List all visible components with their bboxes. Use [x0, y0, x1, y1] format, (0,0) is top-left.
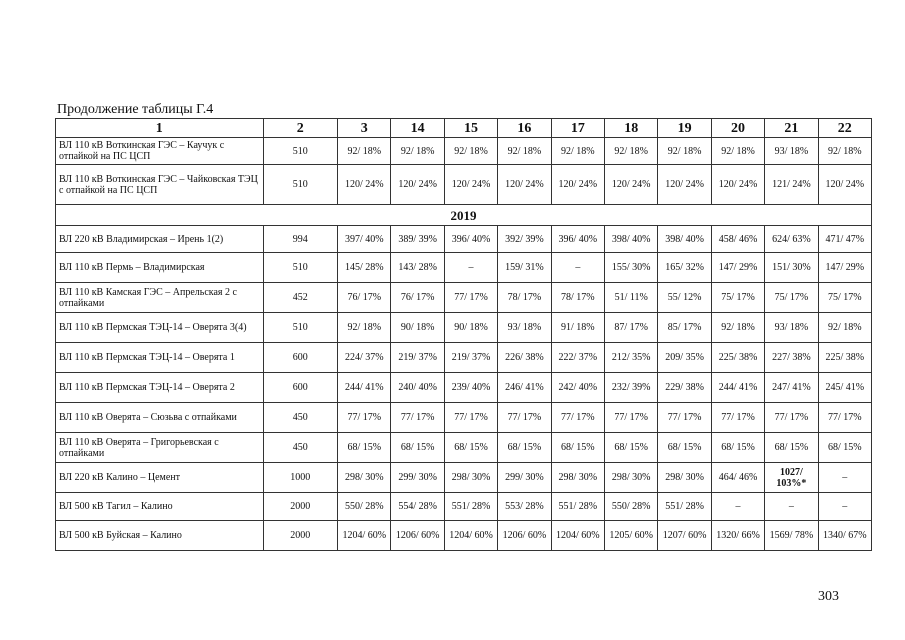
table-row: [56, 433, 872, 463]
value-cell: 145/ 28%: [338, 253, 391, 283]
value-cell: 551/ 28%: [444, 493, 497, 521]
value-cell: –: [711, 493, 764, 521]
value-cell: 298/ 30%: [605, 463, 658, 493]
value-cell: 143/ 28%: [391, 253, 444, 283]
table-row: [56, 463, 872, 493]
column-header: 16: [498, 119, 551, 138]
value-cell: 55/ 12%: [658, 283, 711, 313]
value-cell: 68/ 15%: [498, 433, 551, 463]
value-cell: 458/ 46%: [711, 226, 764, 253]
value-cell: 396/ 40%: [444, 226, 497, 253]
value-cell: 299/ 30%: [391, 463, 444, 493]
value-cell: 93/ 18%: [765, 313, 818, 343]
value-cell: 77/ 17%: [605, 403, 658, 433]
value-cell: 1204/ 60%: [444, 521, 497, 551]
value-cell: 389/ 39%: [391, 226, 444, 253]
value-cell: 471/ 47%: [818, 226, 871, 253]
table-row: [56, 493, 872, 521]
value-cell: 77/ 17%: [391, 403, 444, 433]
value-cell: 90/ 18%: [444, 313, 497, 343]
value-cell: 244/ 41%: [711, 373, 764, 403]
value-cell: 75/ 17%: [765, 283, 818, 313]
value-cell: 550/ 28%: [605, 493, 658, 521]
value-cell: 120/ 24%: [444, 165, 497, 205]
line-name-cell: ВЛ 110 кВ Воткинская ГЭС – Чайковская ТЭЦ с отпайкой на ПС ЦСП: [56, 165, 264, 205]
value-cell: 209/ 35%: [658, 343, 711, 373]
value-cell: 1206/ 60%: [498, 521, 551, 551]
value-cell: 298/ 30%: [551, 463, 604, 493]
value-cell: 212/ 35%: [605, 343, 658, 373]
value-cell: 245/ 41%: [818, 373, 871, 403]
value-cell: 120/ 24%: [658, 165, 711, 205]
line-name-cell: ВЛ 220 кВ Калино – Цемент: [56, 463, 264, 493]
value-cell: 91/ 18%: [551, 313, 604, 343]
line-name-cell: ВЛ 110 кВ Камская ГЭС – Апрельская 2 с отпайками: [56, 283, 264, 313]
header-row: [56, 119, 872, 138]
table-row: [56, 521, 872, 551]
value-cell: –: [818, 493, 871, 521]
value-cell: 77/ 17%: [658, 403, 711, 433]
value-cell: 92/ 18%: [338, 138, 391, 165]
table-row: [56, 343, 872, 373]
value-cell: 76/ 17%: [338, 283, 391, 313]
page-number: 303: [818, 589, 839, 604]
table-row: [56, 373, 872, 403]
value-cell: 120/ 24%: [711, 165, 764, 205]
value-cell: 90/ 18%: [391, 313, 444, 343]
value-cell: 92/ 18%: [391, 138, 444, 165]
column-header: 22: [818, 119, 871, 138]
value-cell: 299/ 30%: [498, 463, 551, 493]
value-cell: 92/ 18%: [711, 138, 764, 165]
value-cell: 244/ 41%: [338, 373, 391, 403]
value-cell: 397/ 40%: [338, 226, 391, 253]
value-cell: 68/ 15%: [711, 433, 764, 463]
value-cell: 225/ 38%: [818, 343, 871, 373]
table-row: [56, 165, 872, 205]
value-cell: 219/ 37%: [391, 343, 444, 373]
value-cell: 92/ 18%: [658, 138, 711, 165]
value-cell: 1205/ 60%: [605, 521, 658, 551]
value-cell: 159/ 31%: [498, 253, 551, 283]
table-row: [56, 253, 872, 283]
value-cell: 1204/ 60%: [338, 521, 391, 551]
value-cell: 121/ 24%: [765, 165, 818, 205]
value-cell: 219/ 37%: [444, 343, 497, 373]
value-cell: 68/ 15%: [551, 433, 604, 463]
value-cell: 398/ 40%: [658, 226, 711, 253]
value-cell: 246/ 41%: [498, 373, 551, 403]
value-cell: 93/ 18%: [498, 313, 551, 343]
limit-cell: 450: [263, 433, 338, 463]
value-cell: 232/ 39%: [605, 373, 658, 403]
limit-cell: 600: [263, 373, 338, 403]
value-cell: 92/ 18%: [498, 138, 551, 165]
value-cell: 51/ 11%: [605, 283, 658, 313]
value-cell: 68/ 15%: [391, 433, 444, 463]
column-header: 14: [391, 119, 444, 138]
value-cell: 396/ 40%: [551, 226, 604, 253]
value-cell: 92/ 18%: [711, 313, 764, 343]
limit-cell: 452: [263, 283, 338, 313]
line-name-cell: ВЛ 110 кВ Пермь – Владимирская: [56, 253, 264, 283]
value-cell: 247/ 41%: [765, 373, 818, 403]
value-cell: 239/ 40%: [444, 373, 497, 403]
value-cell: 77/ 17%: [818, 403, 871, 433]
value-cell: 68/ 15%: [444, 433, 497, 463]
limit-cell: 510: [263, 165, 338, 205]
column-header: 17: [551, 119, 604, 138]
value-cell: 78/ 17%: [551, 283, 604, 313]
value-cell: 120/ 24%: [498, 165, 551, 205]
value-cell: –: [551, 253, 604, 283]
table-row: [56, 403, 872, 433]
limit-cell: 510: [263, 138, 338, 165]
value-cell: 1027/ 103%*: [765, 463, 818, 493]
line-name-cell: ВЛ 110 кВ Пермская ТЭЦ-14 – Оверята 2: [56, 373, 264, 403]
value-cell: 222/ 37%: [551, 343, 604, 373]
value-cell: 155/ 30%: [605, 253, 658, 283]
value-cell: 92/ 18%: [338, 313, 391, 343]
value-cell: 224/ 37%: [338, 343, 391, 373]
limit-cell: 510: [263, 313, 338, 343]
column-header: 1: [56, 119, 264, 138]
value-cell: 68/ 15%: [338, 433, 391, 463]
value-cell: 240/ 40%: [391, 373, 444, 403]
value-cell: 398/ 40%: [605, 226, 658, 253]
value-cell: 77/ 17%: [338, 403, 391, 433]
value-cell: 226/ 38%: [498, 343, 551, 373]
value-cell: 68/ 15%: [605, 433, 658, 463]
limit-cell: 2000: [263, 521, 338, 551]
value-cell: 93/ 18%: [765, 138, 818, 165]
value-cell: 75/ 17%: [711, 283, 764, 313]
value-cell: –: [765, 493, 818, 521]
table-row: [56, 138, 872, 165]
value-cell: 151/ 30%: [765, 253, 818, 283]
value-cell: 1569/ 78%: [765, 521, 818, 551]
value-cell: 77/ 17%: [498, 403, 551, 433]
value-cell: 553/ 28%: [498, 493, 551, 521]
value-cell: 229/ 38%: [658, 373, 711, 403]
value-cell: 120/ 24%: [818, 165, 871, 205]
value-cell: 242/ 40%: [551, 373, 604, 403]
value-cell: 1206/ 60%: [391, 521, 444, 551]
value-cell: 77/ 17%: [444, 403, 497, 433]
column-header: 2: [263, 119, 338, 138]
value-cell: 147/ 29%: [818, 253, 871, 283]
table-row: [56, 283, 872, 313]
line-name-cell: ВЛ 220 кВ Владимирская – Ирень 1(2): [56, 226, 264, 253]
column-header: 18: [605, 119, 658, 138]
value-cell: 554/ 28%: [391, 493, 444, 521]
line-name-cell: ВЛ 110 кВ Пермская ТЭЦ-14 – Оверята 1: [56, 343, 264, 373]
value-cell: 227/ 38%: [765, 343, 818, 373]
value-cell: 77/ 17%: [711, 403, 764, 433]
year-label: 2019: [56, 205, 872, 226]
column-header: 20: [711, 119, 764, 138]
limit-cell: 600: [263, 343, 338, 373]
value-cell: 87/ 17%: [605, 313, 658, 343]
line-name-cell: ВЛ 500 кВ Тагил – Калино: [56, 493, 264, 521]
value-cell: 75/ 17%: [818, 283, 871, 313]
line-name-cell: ВЛ 500 кВ Буйская – Калино: [56, 521, 264, 551]
table-row: [56, 226, 872, 253]
limit-cell: 1000: [263, 463, 338, 493]
value-cell: 92/ 18%: [605, 138, 658, 165]
column-header: 21: [765, 119, 818, 138]
value-cell: 92/ 18%: [818, 313, 871, 343]
value-cell: 1320/ 66%: [711, 521, 764, 551]
value-cell: 551/ 28%: [551, 493, 604, 521]
value-cell: 1204/ 60%: [551, 521, 604, 551]
value-cell: 298/ 30%: [338, 463, 391, 493]
value-cell: 85/ 17%: [658, 313, 711, 343]
value-cell: 92/ 18%: [818, 138, 871, 165]
table-caption: Продолжение таблицы Г.4: [57, 102, 214, 117]
value-cell: 165/ 32%: [658, 253, 711, 283]
value-cell: 550/ 28%: [338, 493, 391, 521]
value-cell: 78/ 17%: [498, 283, 551, 313]
value-cell: 1207/ 60%: [658, 521, 711, 551]
value-cell: 298/ 30%: [444, 463, 497, 493]
column-header: 19: [658, 119, 711, 138]
value-cell: 225/ 38%: [711, 343, 764, 373]
limit-cell: 994: [263, 226, 338, 253]
value-cell: 120/ 24%: [605, 165, 658, 205]
value-cell: 77/ 17%: [444, 283, 497, 313]
value-cell: 464/ 46%: [711, 463, 764, 493]
line-name-cell: ВЛ 110 кВ Оверята – Григорьевская с отпайками: [56, 433, 264, 463]
line-name-cell: ВЛ 110 кВ Пермская ТЭЦ-14 – Оверята 3(4): [56, 313, 264, 343]
value-cell: 92/ 18%: [444, 138, 497, 165]
column-header: 3: [338, 119, 391, 138]
value-cell: 120/ 24%: [338, 165, 391, 205]
value-cell: 77/ 17%: [551, 403, 604, 433]
limit-cell: 2000: [263, 493, 338, 521]
table-body-2019: [56, 226, 872, 551]
value-cell: 76/ 17%: [391, 283, 444, 313]
year-row: [56, 205, 872, 226]
value-cell: 120/ 24%: [391, 165, 444, 205]
limit-cell: 510: [263, 253, 338, 283]
value-cell: 77/ 17%: [765, 403, 818, 433]
column-header: 15: [444, 119, 497, 138]
value-cell: –: [818, 463, 871, 493]
value-cell: 120/ 24%: [551, 165, 604, 205]
value-cell: –: [444, 253, 497, 283]
value-cell: 1340/ 67%: [818, 521, 871, 551]
value-cell: 298/ 30%: [658, 463, 711, 493]
value-cell: 68/ 15%: [765, 433, 818, 463]
limit-cell: 450: [263, 403, 338, 433]
value-cell: 68/ 15%: [818, 433, 871, 463]
data-table: [55, 118, 872, 551]
line-name-cell: ВЛ 110 кВ Оверята – Сюзьва с отпайками: [56, 403, 264, 433]
table-row: [56, 313, 872, 343]
table-body-top: [56, 138, 872, 205]
value-cell: 392/ 39%: [498, 226, 551, 253]
value-cell: 551/ 28%: [658, 493, 711, 521]
line-name-cell: ВЛ 110 кВ Воткинская ГЭС – Каучук с отпайкой на ПС ЦСП: [56, 138, 264, 165]
value-cell: 147/ 29%: [711, 253, 764, 283]
year-section: [56, 205, 872, 226]
value-cell: 68/ 15%: [658, 433, 711, 463]
value-cell: 624/ 63%: [765, 226, 818, 253]
value-cell: 92/ 18%: [551, 138, 604, 165]
